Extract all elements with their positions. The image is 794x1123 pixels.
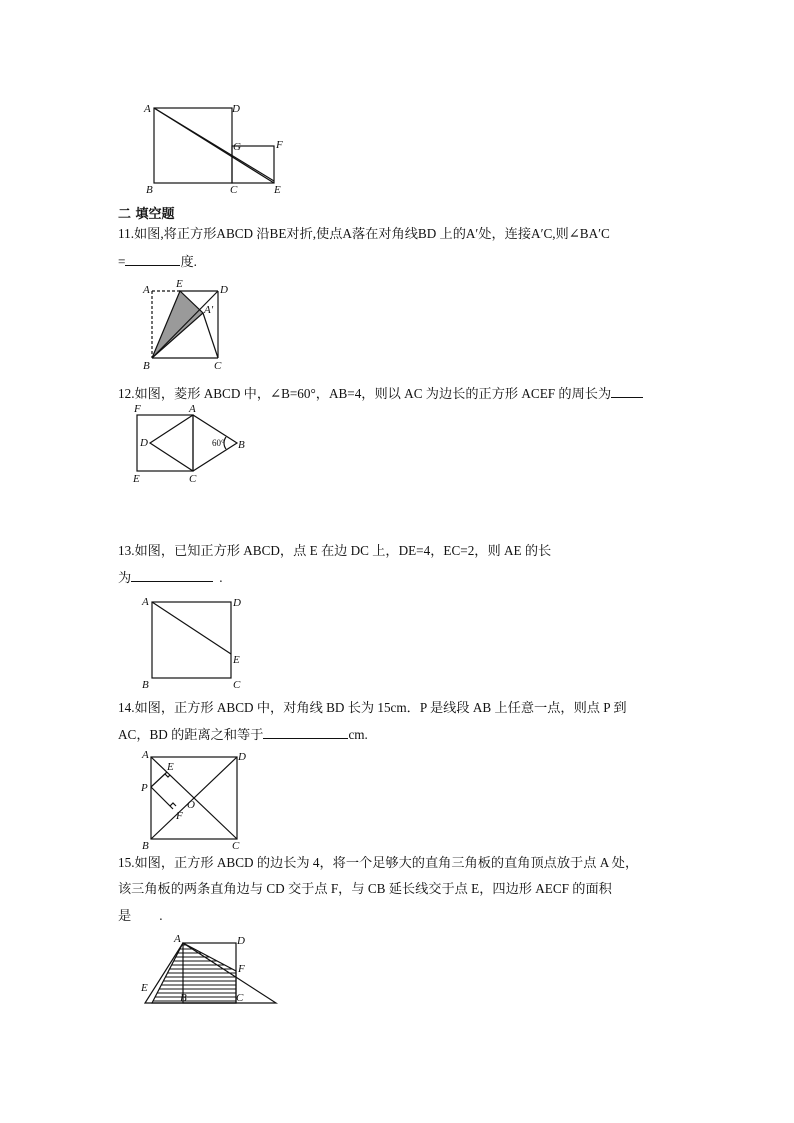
q15-label-C: C xyxy=(236,992,244,1004)
q11-label-B: B xyxy=(143,360,150,372)
q11-label-C: C xyxy=(214,360,222,372)
q12-label-A: A xyxy=(189,403,196,415)
q13-label-B: B xyxy=(142,679,149,691)
q12-label-E: E xyxy=(133,473,140,485)
q13-label-D: D xyxy=(233,597,241,609)
q11-prefix: = xyxy=(118,254,126,269)
q14-label-F: F xyxy=(176,810,183,822)
q12-label-C: C xyxy=(189,473,197,485)
q12-label-B: B xyxy=(238,439,245,451)
q14-label-B: B xyxy=(142,840,149,852)
q15-text-line1: 15.如图，正方形 ABCD 的边长为 4，将一个足够大的直角三角板的直角顶点放于点 A 处， xyxy=(118,855,639,870)
label-B: B xyxy=(146,184,153,196)
q15-label-B: B xyxy=(180,992,187,1004)
label-D: D xyxy=(232,103,240,115)
q14-label-O: O xyxy=(187,799,195,811)
q12-label-F: F xyxy=(134,403,141,415)
q11-label-A: A xyxy=(143,284,150,296)
q14-label-D: D xyxy=(238,751,246,763)
section-heading: 二 填空题 xyxy=(118,207,175,222)
label-C: C xyxy=(230,184,238,196)
q14-label-P: P xyxy=(141,782,148,794)
q14-text-line1: 14.如图，正方形 ABCD 中，对角线 BD 长为 15cm．P 是线段 AB 上任意一点，则点 P 到 xyxy=(118,700,627,715)
q15-label-E: E xyxy=(141,982,148,994)
q13-label-A: A xyxy=(142,596,149,608)
q11-label-A-prime: A′ xyxy=(204,304,214,316)
q13-text-line1: 13.如图，已知正方形 ABCD，点 E 在边 DC 上，DE=4，EC=2，则 AE 的长 xyxy=(118,543,552,558)
q14-suffix: cm. xyxy=(348,727,368,742)
q13-label-E: E xyxy=(233,654,240,666)
q15-suffix: . xyxy=(159,908,163,923)
q13-label-C: C xyxy=(233,679,241,691)
q14-label-E: E xyxy=(167,761,174,773)
q14-prefix: AC，BD 的距离之和等于 xyxy=(118,727,264,742)
q14-label-A: A xyxy=(142,749,149,761)
q12-label-D: D xyxy=(140,437,148,449)
q15-text-line2: 该三角板的两条直角边与 CD 交于点 F，与 CB 延长线交于点 E，四边形 AECF 的面积 xyxy=(118,881,612,896)
q15-label-F: F xyxy=(238,963,245,975)
q13-suffix: . xyxy=(219,570,223,585)
q11-suffix: 度. xyxy=(180,254,197,269)
q15-label-A: A xyxy=(174,933,181,945)
q12-label-angle: 60° xyxy=(212,438,225,448)
label-G: G xyxy=(233,141,241,153)
q12-text-body: 12.如图，菱形 ABCD 中，∠B=60°，AB=4，则以 AC 为边长的正方形 ACEF 的周长为 xyxy=(118,386,612,401)
q11-label-D: D xyxy=(220,284,228,296)
q11-label-E: E xyxy=(176,278,183,290)
q15-label-D: D xyxy=(237,935,245,947)
q14-label-C: C xyxy=(232,840,240,852)
q15-prefix: 是 xyxy=(118,908,132,923)
q13-prefix: 为 xyxy=(118,570,132,585)
q11-text-line1: 11.如图,将正方形ABCD 沿BE对折,使点A落在对角线BD 上的A′处，连接A′C,则∠BA′C xyxy=(118,226,610,241)
label-F: F xyxy=(276,139,283,151)
label-E: E xyxy=(274,184,281,196)
label-A: A xyxy=(144,103,151,115)
